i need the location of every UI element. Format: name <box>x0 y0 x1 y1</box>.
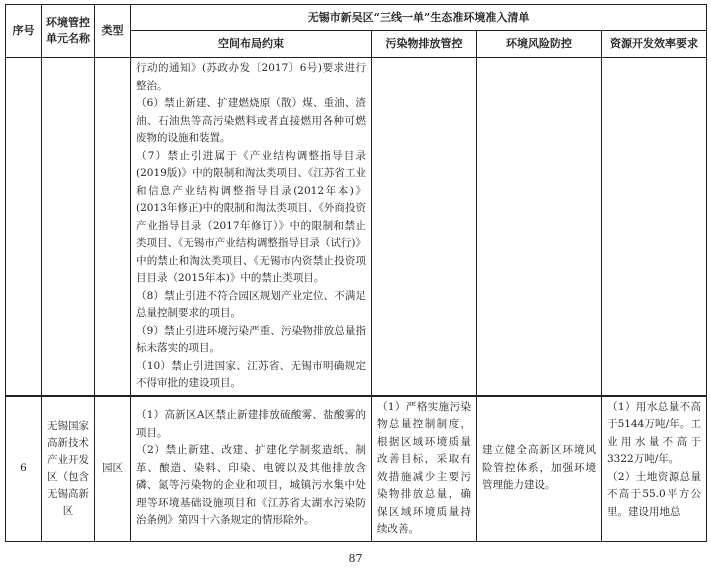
spatial-paragraph: （2）禁止新建、改建、扩建化学制浆造纸、制革、酿造、染料、印染、电镀以及其他排放含磷、氮等污染物的企业和项目，城镇污水集中处理等环境基础设施项目和《江苏省太湖水污染防治条例》第四十六条规定的情形除外。 <box>136 444 366 527</box>
cell-spatial <box>131 396 372 542</box>
spatial-paragraph: （6）禁止新建、扩建燃烧原（散）煤、重油、渣油、石油焦等高污染燃料或者直接燃用各种可燃废物的设施和装置。 <box>136 97 366 144</box>
header-risk: 环境风险防控 <box>477 31 602 58</box>
resource-paragraph: （1）用水总量不高于5144万吨/年。工业用水量不高于3322万吨/年。 <box>607 400 702 465</box>
cell-index: 6 <box>6 396 42 542</box>
cell-index <box>6 58 42 396</box>
resource-paragraph: （2）土地资源总量不高于55.0平方公里。建设用地总 <box>607 470 702 518</box>
page-number: 87 <box>348 551 363 565</box>
cell-risk <box>477 58 602 396</box>
header-type: 类型 <box>95 5 131 58</box>
cell-type: 园区 <box>95 396 131 542</box>
cell-type <box>95 58 131 396</box>
header-index: 序号 <box>6 5 42 58</box>
header-spatial: 空间布局约束 <box>131 31 372 58</box>
table-row <box>6 396 707 542</box>
header-unit-name: 环境管控单元名称 <box>42 5 95 58</box>
spatial-paragraph: （1）高新区A区禁止新建排放硫酸雾、盐酸雾的项目。 <box>136 409 366 439</box>
spatial-paragraph: （8）禁止引进不符合园区规划产业定位、不满足总量控制要求的项目。 <box>136 289 366 319</box>
table-row <box>6 58 707 396</box>
cell-resource <box>602 396 707 542</box>
spatial-paragraph: （9）禁止引进环境污染严重、污染物排放总量指标未落实的项目。 <box>136 324 366 354</box>
table-title: 无锡市新吴区“三线一单”生态准环境准入清单 <box>131 5 707 31</box>
spatial-paragraph: （10）禁止引进国家、江苏省、无锡市明确规定不得审批的建设项目。 <box>136 359 366 389</box>
cell-pollution: （1）严格实施污染物总量控制制度，根据区域环境质量改善目标，采取有效措施减少主要污染物排放总量，确保区域环境质量持续改善。 <box>372 396 477 542</box>
header-resource: 资源开发效率要求 <box>602 31 707 58</box>
cell-spatial <box>131 58 372 396</box>
cell-risk: 建立健全高新区环境风险管控体系，加强环境管理能力建设。 <box>477 396 602 542</box>
cell-unit-name: 无锡国家高新技术产业开发区（包含无锡高新区 <box>42 396 95 542</box>
cell-unit-name <box>42 58 95 396</box>
cell-resource <box>602 58 707 396</box>
cell-pollution <box>372 58 477 396</box>
ecological-access-list-table <box>5 4 707 542</box>
header-pollution: 污染物排放管控 <box>372 31 477 58</box>
spatial-paragraph: （7）禁止引进属于《产业结构调整指导目录(2019版)》中的限制和淘汰类项目、《江苏省工业和信息产业结构调整指导目录(2012年本)》(2013年修正)中的限制和淘汰类项目、《外商投资产业指导目录（2017年修订）》中的限制和禁止类项目、《无锡市产业结构调整指导目录（试行)》中的禁止和淘汰类项目、《无锡市内资禁止投资项目目录（2015年本)》中的禁止类项目。 <box>136 149 366 284</box>
spatial-paragraph: 行动的通知》(苏政办发〔2017〕6号)要求进行整治。 <box>136 62 366 92</box>
